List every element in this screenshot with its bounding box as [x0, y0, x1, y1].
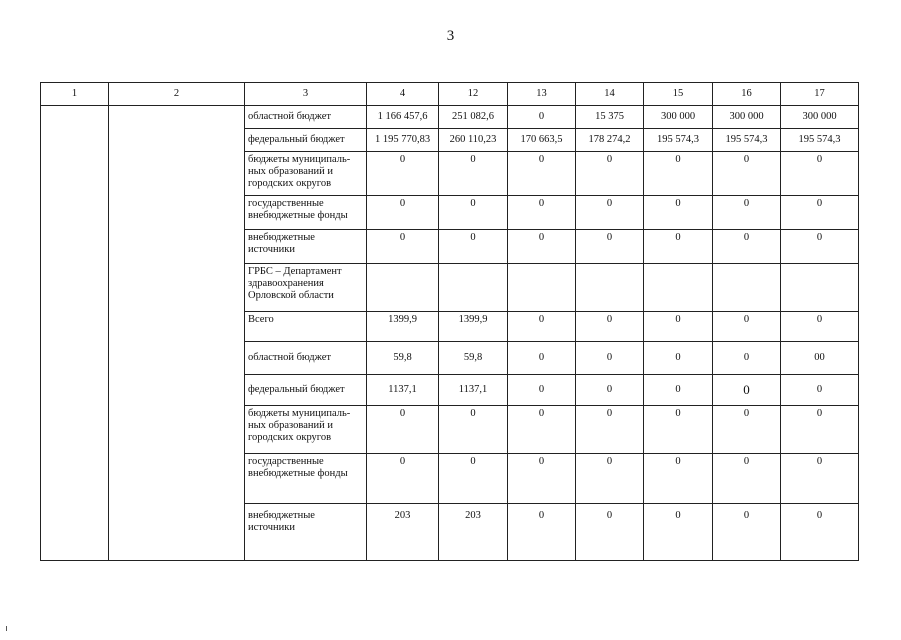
value-cell: 300 000 [644, 106, 713, 129]
row-label: бюджеты муниципаль-ных образований и городских округов [245, 406, 367, 454]
row-label: Всего [245, 312, 367, 342]
column-header: 1 [41, 83, 109, 106]
value-cell: 0 [576, 454, 644, 504]
value-cell: 0 [367, 152, 439, 196]
value-cell: 0 [576, 375, 644, 406]
table-row [41, 106, 859, 129]
value-cell: 0 [367, 454, 439, 504]
value-cell: 0 [713, 312, 781, 342]
row-label: областной бюджет [245, 342, 367, 375]
value-cell: 251 082,6 [439, 106, 508, 129]
value-cell: 300 000 [713, 106, 781, 129]
value-cell: 0 [781, 504, 859, 561]
value-cell: 0 [713, 152, 781, 196]
column-header: 16 [713, 83, 781, 106]
value-cell: 195 574,3 [713, 129, 781, 152]
value-cell: 0 [508, 152, 576, 196]
column-header: 2 [109, 83, 245, 106]
value-cell: 0 [644, 196, 713, 230]
value-cell: 0 [508, 106, 576, 129]
value-cell: 0 [508, 342, 576, 375]
value-cell [576, 264, 644, 312]
value-cell: 0 [367, 196, 439, 230]
value-cell: 0 [576, 342, 644, 375]
value-cell: 0 [367, 406, 439, 454]
empty-cell-col1 [41, 106, 109, 561]
row-label: областной бюджет [245, 106, 367, 129]
column-header: 17 [781, 83, 859, 106]
row-label: внебюджетные источники [245, 230, 367, 264]
value-cell: 0 [713, 454, 781, 504]
value-cell: 0 [439, 230, 508, 264]
row-label: федеральный бюджет [245, 129, 367, 152]
value-cell: 0 [713, 196, 781, 230]
value-cell: 0 [439, 152, 508, 196]
value-cell [508, 264, 576, 312]
value-cell: 0 [508, 230, 576, 264]
page-number: 3 [446, 28, 455, 44]
value-cell: 0 [713, 230, 781, 264]
value-cell: 195 574,3 [644, 129, 713, 152]
value-cell: 0 [508, 312, 576, 342]
value-cell: 0 [644, 230, 713, 264]
column-header: 15 [644, 83, 713, 106]
value-cell: 300 000 [781, 106, 859, 129]
row-label: ГРБС – Департамент здравоохранения Орловской области [245, 264, 367, 312]
value-cell: 0 [644, 375, 713, 406]
value-cell: 0 [439, 196, 508, 230]
value-cell: 0 [644, 454, 713, 504]
value-cell [713, 264, 781, 312]
column-header: 3 [245, 83, 367, 106]
value-cell: 1 195 770,83 [367, 129, 439, 152]
value-cell: 0 [508, 196, 576, 230]
value-cell: 0 [576, 504, 644, 561]
row-label: бюджеты муниципаль-ных образований и городских округов [245, 152, 367, 196]
value-cell: 0 [781, 406, 859, 454]
value-cell: 0 [781, 312, 859, 342]
value-cell: 0 [644, 312, 713, 342]
value-cell: 0 [508, 454, 576, 504]
value-cell: 0 [713, 406, 781, 454]
value-cell: 0 [644, 504, 713, 561]
value-cell [781, 264, 859, 312]
value-cell: 0 [713, 375, 781, 406]
value-cell: 0 [713, 504, 781, 561]
column-header: 13 [508, 83, 576, 106]
value-cell: 0 [781, 196, 859, 230]
value-cell: 1399,9 [439, 312, 508, 342]
value-cell: 0 [644, 342, 713, 375]
header-row [41, 83, 859, 106]
value-cell: 0 [781, 454, 859, 504]
value-cell: 1137,1 [439, 375, 508, 406]
value-cell: 0 [508, 375, 576, 406]
scan-artifact [6, 626, 7, 631]
value-cell: 203 [439, 504, 508, 561]
value-cell: 0 [576, 406, 644, 454]
value-cell: 0 [439, 406, 508, 454]
row-label: государственные внебюджетные фонды [245, 196, 367, 230]
value-cell: 0 [439, 454, 508, 504]
value-cell [439, 264, 508, 312]
column-header: 14 [576, 83, 644, 106]
value-cell: 0 [781, 152, 859, 196]
value-cell: 59,8 [367, 342, 439, 375]
value-cell: 178 274,2 [576, 129, 644, 152]
value-cell: 0 [508, 504, 576, 561]
value-cell: 0 [576, 312, 644, 342]
value-cell: 0 [713, 342, 781, 375]
value-cell: 0 [576, 152, 644, 196]
row-label: федеральный бюджет [245, 375, 367, 406]
budget-table [40, 82, 859, 561]
value-cell: 1 166 457,6 [367, 106, 439, 129]
value-cell: 0 [644, 406, 713, 454]
value-cell: 170 663,5 [508, 129, 576, 152]
value-cell: 1137,1 [367, 375, 439, 406]
value-cell: 0 [576, 196, 644, 230]
value-cell: 260 110,23 [439, 129, 508, 152]
value-cell [644, 264, 713, 312]
value-cell: 0 [644, 152, 713, 196]
value-cell: 00 [781, 342, 859, 375]
value-cell: 15 375 [576, 106, 644, 129]
row-label: государственные внебюджетные фонды [245, 454, 367, 504]
row-label: внебюджетные источники [245, 504, 367, 561]
value-cell: 1399,9 [367, 312, 439, 342]
value-cell: 59,8 [439, 342, 508, 375]
column-header: 12 [439, 83, 508, 106]
empty-cell-col2 [109, 106, 245, 561]
value-cell: 0 [781, 230, 859, 264]
value-cell: 0 [576, 230, 644, 264]
value-cell: 203 [367, 504, 439, 561]
value-cell [367, 264, 439, 312]
value-cell: 195 574,3 [781, 129, 859, 152]
value-cell: 0 [508, 406, 576, 454]
value-cell: 0 [367, 230, 439, 264]
value-cell: 0 [781, 375, 859, 406]
column-header: 4 [367, 83, 439, 106]
